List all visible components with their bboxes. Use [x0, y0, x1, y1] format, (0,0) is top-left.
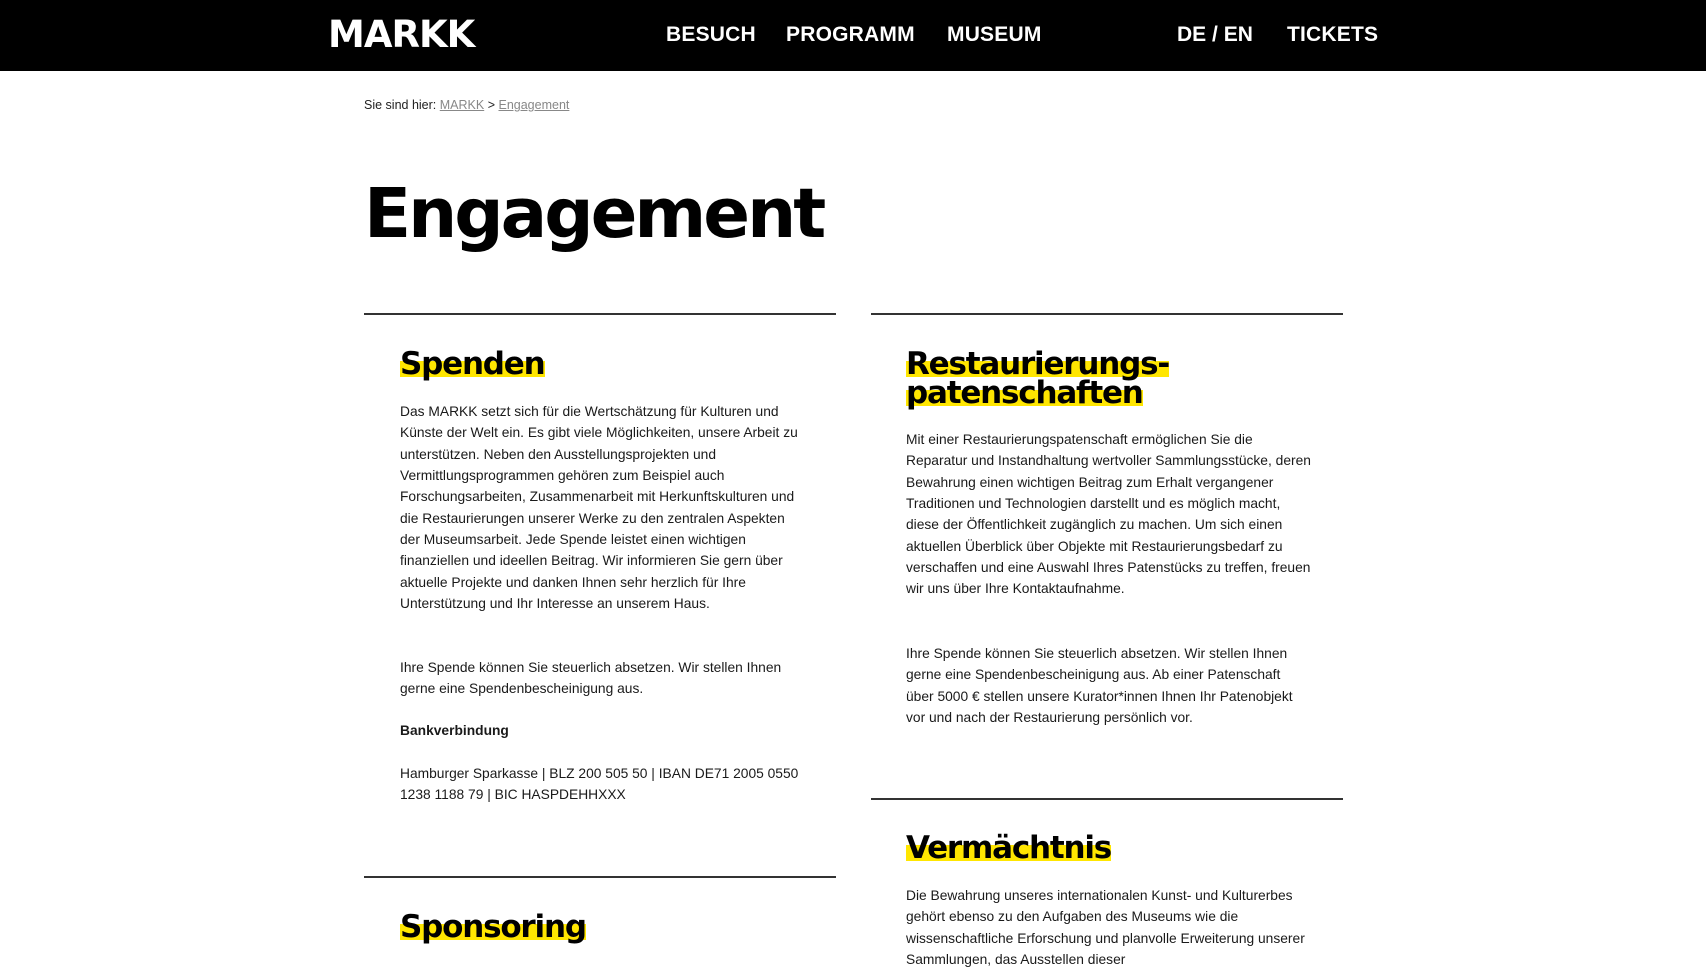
restaurierung-paragraph-1: Mit einer Restaurierungspatenschaft ermöglichen Sie die Reparatur und Instandhaltung wertvoller Sammlungsstücke, deren Bewahrung einen wichtigen Beitrag zum Erhalt vergangener Traditionen und Technologien darstellt und es möglich macht, diese der Öffentlichkeit zugänglich zu machen. Um sich einen aktuellen Überblick über Objekte mit Restaurierungsbedarf zu verschaffen und eine Auswahl Ihres Patenstücks zu treffen, freuen wir uns über Ihre Kontaktaufnahme.	[906, 432, 1311, 597]
spenden-paragraph-2: Ihre Spende können Sie steuerlich absetzen. Wir stellen Ihnen gerne eine Spendenbescheinigung aus.	[400, 660, 782, 697]
lang-en-link[interactable]: EN	[1223, 23, 1253, 46]
vermaechtnis-paragraph-1: Die Bewahrung unseres internationalen Kunst- und Kulturerbes gehört ebenso zu den Aufgaben des Museums wie die wissenschaftliche Erforschung und planvolle Erweiterung unserer Sammlungen, das Ausstellen dieser	[906, 888, 1305, 968]
bank-details: Hamburger Sparkasse | BLZ 200 505 50 | IBAN DE71 2005 0550 1238 1188 79 | BIC HASPDEHHXXX	[400, 766, 799, 803]
nav-tickets[interactable]: TICKETS	[1287, 23, 1379, 46]
section-title-restaurierung-text: Restaurierungs- patenschaften	[906, 346, 1170, 411]
breadcrumb-separator: >	[487, 98, 495, 112]
breadcrumb-home-link[interactable]: MARKK	[439, 98, 485, 112]
bank-details-label: Bankverbindung	[400, 723, 509, 738]
section-title-vermaechtnis-text: Vermächtnis	[906, 830, 1112, 866]
section-title-spenden	[400, 346, 545, 382]
nav-museum[interactable]: MUSEUM	[947, 23, 1042, 46]
divider-restaurierung	[871, 313, 1343, 315]
nav-besuch[interactable]: BESUCH	[666, 23, 756, 46]
section-title-sponsoring	[400, 909, 586, 945]
section-title-vermaechtnis	[906, 830, 1112, 866]
divider-sponsoring	[364, 876, 836, 878]
page-title: Engagement	[364, 174, 824, 254]
section-title-sponsoring-text: Sponsoring	[400, 909, 586, 945]
lang-separator: /	[1206, 23, 1224, 46]
nav-programm[interactable]: PROGRAMM	[786, 23, 915, 46]
language-switcher	[1177, 22, 1253, 48]
site-header	[0, 0, 1706, 71]
spenden-paragraph-1: Das MARKK setzt sich für die Wertschätzung für Kulturen und Künste der Welt ein. Es gibt viele Möglichkeiten, unsere Arbeit zu unterstützen. Neben den Ausstellungsprojekten und Vermittlungsprogrammen gehören zum Beispiel auch Forschungsarbeiten, Zusammenarbeit mit Herkunftskulturen und die Restaurierungen unserer Werke zu den zentralen Aspekten der Museumsarbeit. Jede Spende leistet einen wichtigen finanziellen und ideellen Beitrag. Wir informieren Sie gern über aktuelle Projekte und danken Ihnen sehr herzlich für Ihre Unterstützung und Ihr Interesse an unserem Haus.	[400, 404, 798, 612]
breadcrumb	[364, 98, 569, 112]
section-title-spenden-text: Spenden	[400, 346, 545, 382]
divider-vermaechtnis	[871, 798, 1343, 800]
divider-spenden	[364, 313, 836, 315]
lang-de-link[interactable]: DE	[1177, 23, 1207, 46]
breadcrumb-prefix: Sie sind hier:	[364, 98, 437, 112]
breadcrumb-current-link[interactable]: Engagement	[498, 98, 570, 112]
section-title-restaurierung	[906, 346, 1170, 411]
restaurierung-paragraph-2: Ihre Spende können Sie steuerlich absetzen. Wir stellen Ihnen gerne eine Spendenbescheinigung aus. Ab einer Patenschaft über 5000 € stellen unsere Kurator*innen Ihnen Ihr Patenobjekt vor und nach der Restaurierung persönlich vor.	[906, 646, 1293, 726]
markk-logo[interactable]: MARKK	[328, 13, 475, 56]
